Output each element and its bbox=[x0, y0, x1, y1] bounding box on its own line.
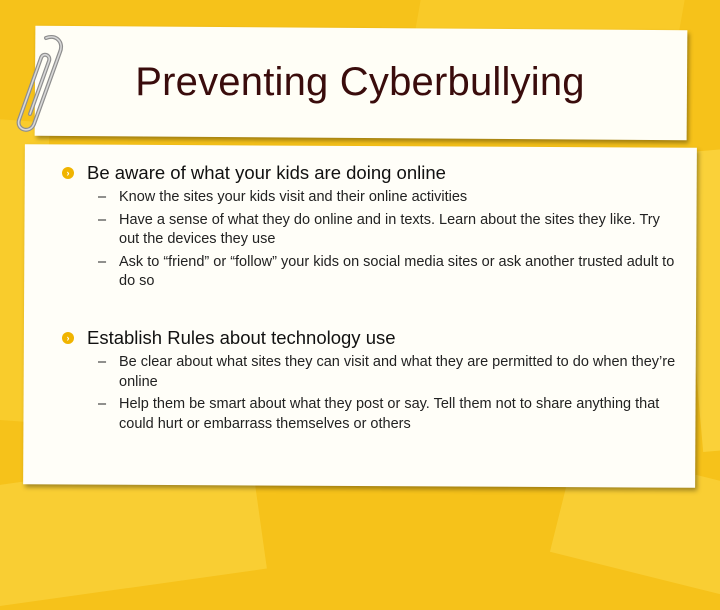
sub-point-text: Be clear about what sites they can visit and what they are permitted to do when they’re online bbox=[119, 354, 676, 390]
list-item bbox=[98, 353, 678, 392]
list-item bbox=[98, 188, 678, 208]
list-item bbox=[98, 395, 678, 434]
dash-marker: – bbox=[98, 396, 107, 412]
list-item bbox=[98, 211, 678, 250]
dash-marker: – bbox=[98, 211, 107, 228]
section-heading-row bbox=[62, 327, 396, 349]
dash-marker: – bbox=[98, 189, 107, 205]
dash-marker: – bbox=[98, 354, 107, 370]
sub-point-list bbox=[98, 353, 678, 437]
slide-title: Preventing Cyberbullying bbox=[135, 60, 585, 104]
section-heading: Establish Rules about technology use bbox=[87, 327, 396, 348]
sub-point-list bbox=[98, 188, 678, 295]
sub-point-text: Have a sense of what they do online and in texts. Learn about the sites they like. Try out the devices they use bbox=[119, 211, 660, 247]
arrow-right-circle-icon: › bbox=[62, 332, 74, 344]
list-item bbox=[98, 253, 678, 292]
section-heading: Be aware of what your kids are doing online bbox=[87, 162, 446, 183]
section-heading-row bbox=[62, 162, 446, 184]
sub-point-text: Know the sites your kids visit and their online activities bbox=[119, 189, 468, 205]
dash-marker: – bbox=[98, 253, 107, 270]
sub-point-text: Ask to “friend” or “follow” your kids on social media sites or ask another trusted adult to do so bbox=[119, 253, 675, 289]
arrow-right-circle-icon: › bbox=[62, 167, 74, 179]
sub-point-text: Help them be smart about what they post or say. Tell them not to share anything that could hurt or embarrass themselves or others bbox=[119, 396, 660, 432]
